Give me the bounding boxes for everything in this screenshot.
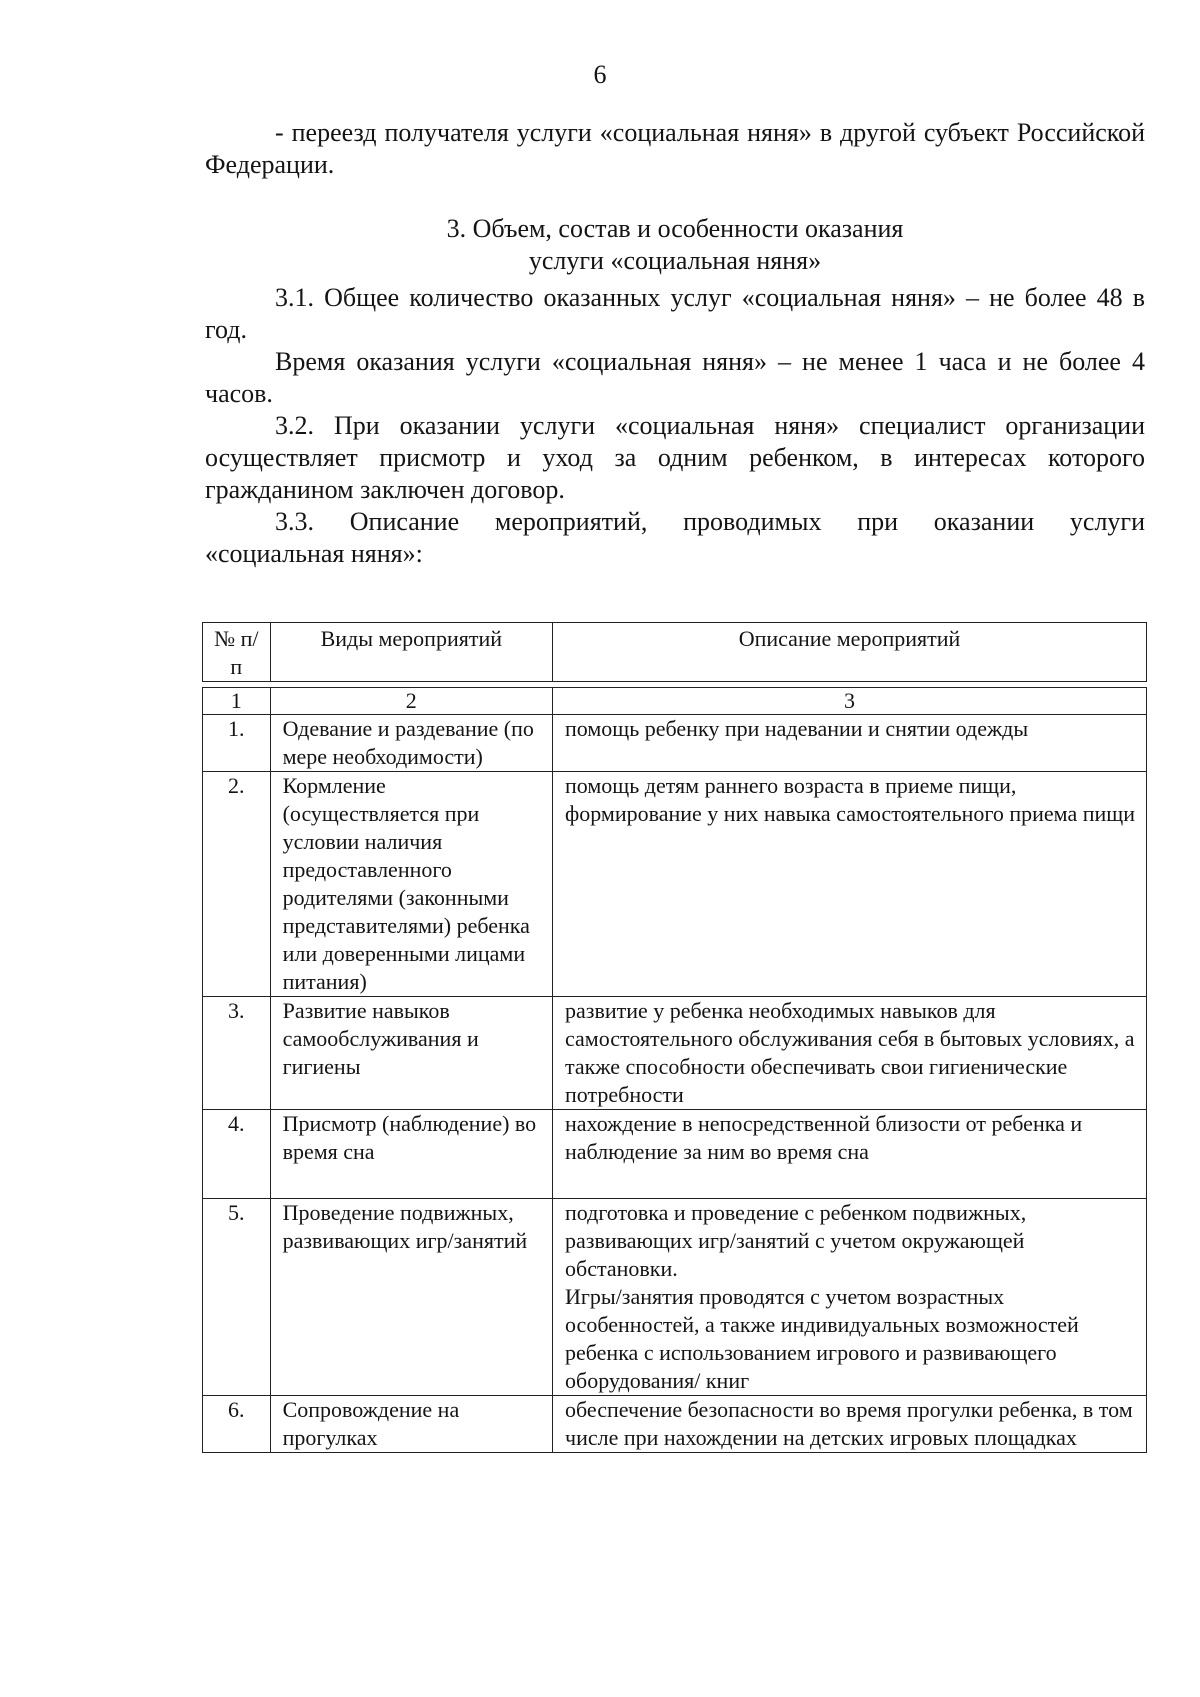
paragraph-3-2: 3.2. При оказании услуги «социальная няня» специалист организации осуществляет присмотр и уход за одним ребенком, в интересах которого гражданином заключен договор.: [205, 411, 1145, 504]
row-description-cell: [553, 772, 1147, 997]
events-table: [202, 622, 1147, 1453]
row-type-cell: [270, 715, 552, 772]
row-num: 6.: [203, 1396, 271, 1453]
row-description: развитие у ребенка необходимых навыков для самостоятельного обслуживания себя в бытовых условиях, а также способности обеспечивать свои гигиенические потребности: [565, 998, 1135, 1107]
header-type: Виды мероприятий: [270, 623, 552, 682]
paragraph-3-3-line-1: 3.3. Описание мероприятий, проводимых при оказании услуги: [275, 507, 1145, 536]
row-description-line-1: подготовка и проведение с ребенком подвижных, развивающих игр/занятий с учетом окружающей обстановки.: [565, 1200, 1027, 1281]
section-title-line-2: услуги «социальная няня»: [528, 246, 822, 275]
paragraph-text: - переезд получателя услуги «социальная няня» в другой субъект Российской Федерации.: [205, 118, 1145, 179]
paragraph-3-3-line-2: «социальная няня»:: [205, 539, 423, 568]
row-description-cell: [553, 1110, 1147, 1199]
header-description: Описание мероприятий: [553, 623, 1147, 682]
table-row: [203, 1396, 1147, 1453]
page-number: 6: [593, 60, 607, 89]
row-num: 2.: [203, 772, 271, 997]
row-type-cell: [270, 772, 552, 997]
row-description: нахождение в непосредственной близости от ребенка и наблюдение за ним во время сна: [565, 1111, 1083, 1164]
column-number: 2: [270, 688, 552, 715]
row-type-cell: [270, 1199, 552, 1396]
column-numbers-row: [203, 688, 1147, 715]
row-type: Проведение подвижных, развивающих игр/занятий: [282, 1200, 528, 1253]
table-header-row: [203, 623, 1147, 682]
row-description-cell: [553, 1199, 1147, 1396]
row-num: 1.: [203, 715, 271, 772]
row-num: 5.: [203, 1199, 271, 1396]
table-row: [203, 1110, 1147, 1199]
header-num: № п/п: [203, 623, 271, 682]
paragraph-relocation: [205, 117, 1145, 181]
row-type: Одевание и раздевание (по мере необходимости): [282, 716, 534, 769]
section-heading: [205, 213, 1145, 277]
row-type: Кормление (осуществляется при условии наличия предоставленного родителями (законными представителями) ребенка или доверенными лицами питания): [282, 773, 530, 994]
paragraph-3-1: 3.1. Общее количество оказанных услуг «социальная няня» – не более 48 в год.: [205, 283, 1145, 344]
row-description: помощь ребенку при надевании и снятии одежды: [565, 716, 1029, 741]
row-type-cell: [270, 1396, 552, 1453]
row-description-line-2: Игры/занятия проводятся с учетом возрастных особенностей, а также индивидуальных возможностей ребенка с использованием игрового и развивающего оборудования/ книг: [565, 1284, 1079, 1393]
row-num: 4.: [203, 1110, 271, 1199]
table-row: [203, 772, 1147, 997]
row-type-cell: [270, 1110, 552, 1199]
section-title-line-1: 3. Объем, состав и особенности оказания: [446, 214, 904, 243]
table-row: [203, 715, 1147, 772]
row-description: помощь детям раннего возраста в приеме пищи, формирование у них навыка самостоятельного приема пищи: [565, 773, 1135, 826]
row-description-cell: [553, 1396, 1147, 1453]
row-num: 3.: [203, 997, 271, 1110]
row-type-cell: [270, 997, 552, 1110]
row-type: Сопровождение на прогулках: [282, 1397, 460, 1450]
section-body: [205, 282, 1145, 570]
row-type: Развитие навыков самообслуживания и гигиены: [282, 998, 479, 1079]
table-row: [203, 1199, 1147, 1396]
paragraph-time: Время оказания услуги «социальная няня» – не менее 1 часа и не более 4 часов.: [205, 347, 1145, 408]
column-number: 3: [553, 688, 1147, 715]
table-row: [203, 997, 1147, 1110]
row-description: обеспечение безопасности во время прогулки ребенка, в том числе при нахождении на детских игровых площадках: [565, 1397, 1133, 1450]
column-number: 1: [203, 688, 271, 715]
row-type: Присмотр (наблюдение) во время сна: [282, 1111, 537, 1164]
row-description-cell: [553, 997, 1147, 1110]
row-description-cell: [553, 715, 1147, 772]
